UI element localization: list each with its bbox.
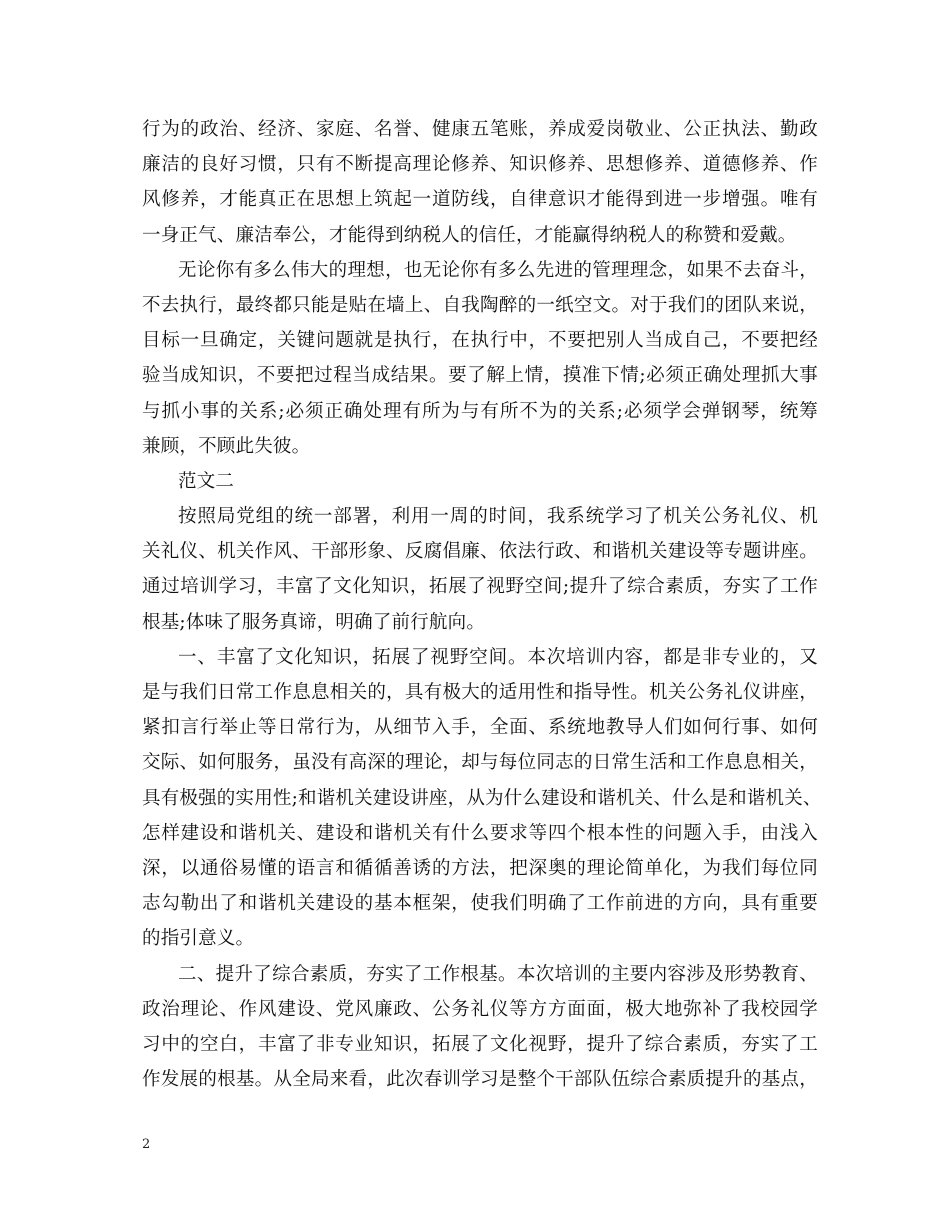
section-heading — [142, 464, 818, 499]
paragraph-point-one — [142, 640, 822, 957]
text-line: 无论你有多么伟大的理想，也无论你有多么先进的管理理念，如果不去奋斗， — [178, 259, 818, 281]
paragraph-point-two — [142, 957, 818, 1098]
text-line: 习中的空白，丰富了非专业知识，拓展了文化视野，提升了综合素质，夯实了工 — [142, 1033, 818, 1055]
paragraph-continuation — [142, 112, 818, 253]
text-line: 交际、如何服务，虽没有高深的理论，却与每位同志的日常生活和工作息息相关， — [142, 752, 818, 774]
text-line: 行为的政治、经济、家庭、名誉、健康五笔账，养成爱岗敬业、公正执法、勤政 — [142, 119, 818, 140]
text-line: 深，以通俗易懂的语言和循循善诱的方法，把深奥的理论简单化，为我们每位同 — [142, 857, 818, 879]
text-line: 一身正气、廉洁奉公，才能得到纳税人的信任，才能赢得纳税人的称赞和爱戴。 — [142, 224, 797, 246]
section-heading-text: 范文二 — [178, 470, 235, 492]
text-line: 根基;体味了服务真谛，明确了前行航向。 — [142, 611, 486, 633]
text-line: 关礼仪、机关作风、干部形象、反腐倡廉、依法行政、和谐机关建设等专题讲座。 — [142, 541, 818, 563]
text-line: 与抓小事的关系;必须正确处理有所为与有所不为的关系;必须学会弹钢琴，统筹 — [142, 400, 818, 422]
text-line: 紧扣言行举止等日常行为，从细节入手，全面、系统地教导人们如何行事、如何 — [142, 717, 818, 739]
text-line: 怎样建设和谐机关、建设和谐机关有什么要求等四个根本性的问题入手，由浅入 — [142, 822, 818, 844]
text-line: 政治理论、作风建设、党风廉政、公务礼仪等方方面面，极大地弥补了我校园学 — [142, 998, 818, 1020]
text-line: 的指引意义。 — [142, 928, 255, 950]
page-number: 2 — [142, 1137, 151, 1152]
paragraph-intro — [142, 499, 818, 640]
text-line: 通过培训学习，丰富了文化知识，拓展了视野空间;提升了综合素质，夯实了工作 — [142, 576, 818, 598]
text-line: 二、提升了综合素质，夯实了工作根基。本次培训的主要内容涉及形势教育、 — [178, 963, 818, 985]
document-body — [142, 112, 822, 1097]
text-line: 具有极强的实用性;和谐机关建设讲座，从为什么建设和谐机关、什么是和谐机关、 — [142, 787, 822, 809]
text-line: 不去执行，最终都只能是贴在墙上、自我陶醉的一纸空文。对于我们的团队来说， — [142, 294, 818, 316]
paragraph-execution — [142, 253, 818, 464]
text-line: 风修养，才能真正在思想上筑起一道防线，自律意识才能得到进一步增强。唯有 — [142, 189, 818, 211]
text-line: 验当成知识，不要把过程当成结果。要了解上情，摸准下情;必须正确处理抓大事 — [142, 365, 818, 387]
text-line: 兼顾，不顾此失彼。 — [142, 435, 311, 457]
text-line: 一、丰富了文化知识，拓展了视野空间。本次培训内容，都是非专业的，又 — [178, 646, 818, 668]
text-line: 作发展的根基。从全局来看，此次春训学习是整个干部队伍综合素质提升的基点， — [142, 1069, 818, 1091]
text-line: 目标一旦确定，关键问题就是执行，在执行中，不要把别人当成自己，不要把经 — [142, 330, 818, 352]
text-line: 是与我们日常工作息息相关的，具有极大的适用性和指导性。机关公务礼仪讲座， — [142, 682, 818, 703]
text-line: 志勾勒出了和谐机关建设的基本框架，使我们明确了工作前进的方向，具有重要 — [142, 893, 818, 915]
text-line: 廉洁的良好习惯，只有不断提高理论修养、知识修养、思想修养、道德修养、作 — [142, 154, 818, 176]
text-line: 按照局党组的统一部署，利用一周的时间，我系统学习了机关公务礼仪、机 — [178, 506, 818, 528]
